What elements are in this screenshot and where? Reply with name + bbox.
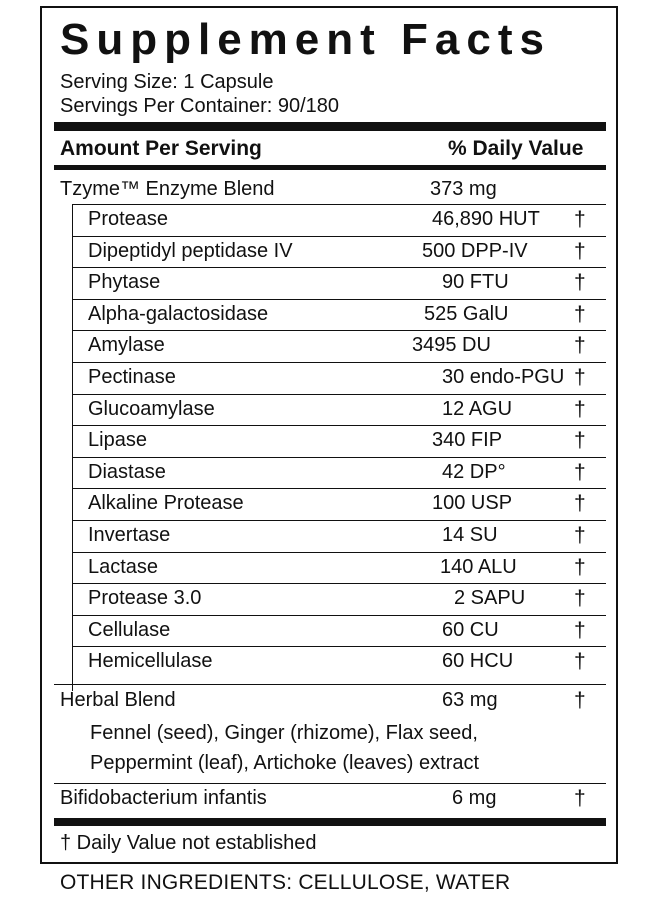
enzyme-amount: 12 AGU xyxy=(442,397,513,420)
enzyme-name: Protease 3.0 xyxy=(88,587,202,610)
footnote: † Daily Value not established xyxy=(60,832,317,854)
enzyme-row xyxy=(42,362,616,393)
enzyme-row xyxy=(42,457,616,488)
bifido-dv: † xyxy=(574,787,586,810)
enzyme-dv: † xyxy=(574,650,586,674)
bifido-amount: 6 mg xyxy=(452,787,497,809)
enzyme-dv: † xyxy=(574,555,586,579)
enzyme-amount: 140 ALU xyxy=(440,555,517,578)
enzyme-name: Protease xyxy=(88,208,169,230)
enzyme-amount: 500 DPP-IV xyxy=(422,239,528,262)
herbal-ingredients-line-1: Fennel (seed), Ginger (rhizome), Flax seed, xyxy=(90,722,478,744)
enzyme-amount: 60 HCU xyxy=(442,650,514,673)
herbal-name: Herbal Blend xyxy=(60,689,176,711)
enzyme-row xyxy=(42,204,616,235)
enzyme-row xyxy=(42,552,616,583)
enzyme-name: Lipase xyxy=(88,429,147,452)
herbal-row xyxy=(42,685,616,716)
enzyme-name: Alkaline Protease xyxy=(88,492,244,515)
supplement-facts-panel xyxy=(40,6,618,864)
servings-per-container: Servings Per Container: 90/180 xyxy=(60,95,340,117)
enzyme-name: Glucoamylase xyxy=(88,397,215,420)
serving-size: Serving Size: 1 Capsule xyxy=(60,71,274,93)
enzyme-dv: † xyxy=(574,460,586,484)
enzyme-row xyxy=(42,394,616,425)
enzyme-name: Phytase xyxy=(88,271,161,294)
thick-divider-header xyxy=(54,165,606,170)
enzyme-name: Amylase xyxy=(88,334,165,357)
blend-row xyxy=(42,174,616,205)
enzyme-amount: 60 CU xyxy=(442,618,499,641)
enzyme-name: Alpha-galactosidase xyxy=(88,302,269,325)
herbal-dv: † xyxy=(574,689,586,712)
header-amount-per-serving: Amount Per Serving xyxy=(60,137,262,160)
enzyme-name: Diastase xyxy=(88,460,166,483)
panel-title: Supplement Facts xyxy=(60,15,551,64)
enzyme-amount: 30 endo-PGU xyxy=(442,366,565,388)
enzyme-row xyxy=(42,520,616,551)
enzyme-dv: † xyxy=(574,587,586,611)
enzyme-dv: † xyxy=(574,302,586,326)
thick-divider-bottom xyxy=(54,818,606,826)
enzyme-row xyxy=(42,615,616,646)
enzyme-amount: 340 FIP xyxy=(432,429,503,452)
enzyme-amount: 14 SU xyxy=(442,524,498,546)
enzyme-row xyxy=(42,488,616,519)
enzyme-amount: 42 DP° xyxy=(442,460,506,483)
enzyme-dv: † xyxy=(574,429,586,453)
enzyme-row xyxy=(42,299,616,330)
enzyme-amount: 525 GalU xyxy=(424,302,509,325)
enzyme-name: Dipeptidyl peptidase IV xyxy=(88,239,293,262)
enzyme-dv: † xyxy=(574,492,586,516)
enzyme-row xyxy=(42,425,616,456)
enzyme-row xyxy=(42,236,616,267)
enzyme-dv: † xyxy=(574,208,586,231)
enzyme-name: Hemicellulase xyxy=(88,650,213,673)
header-daily-value: % Daily Value xyxy=(448,137,584,160)
bifido-row xyxy=(42,783,616,814)
enzyme-name: Pectinase xyxy=(88,366,176,388)
enzyme-dv: † xyxy=(574,334,586,358)
other-ingredients: OTHER INGREDIENTS: CELLULOSE, WATER xyxy=(60,871,511,894)
enzyme-dv: † xyxy=(574,366,586,389)
enzyme-amount: 90 FTU xyxy=(442,271,509,294)
enzyme-row xyxy=(42,330,616,361)
enzyme-amount: 3495 DU xyxy=(412,334,491,357)
enzyme-row xyxy=(42,267,616,298)
herbal-ingredients-line-2: Peppermint (leaf), Artichoke (leaves) extract xyxy=(90,752,480,774)
enzyme-name: Lactase xyxy=(88,555,159,578)
enzyme-dv: † xyxy=(574,618,586,642)
blend-name: Tzyme™ Enzyme Blend xyxy=(60,178,275,200)
enzyme-row xyxy=(42,583,616,614)
enzyme-amount: 2 SAPU xyxy=(454,587,526,610)
enzyme-row xyxy=(42,646,616,677)
enzyme-name: Cellulase xyxy=(88,618,171,641)
herbal-amount: 63 mg xyxy=(442,689,498,711)
blend-amount: 373 mg xyxy=(430,178,497,200)
enzyme-amount: 46,890 HUT xyxy=(432,208,540,230)
bifido-name: Bifidobacterium infantis xyxy=(60,787,267,809)
enzyme-amount: 100 USP xyxy=(432,492,513,515)
enzyme-name: Invertase xyxy=(88,524,171,546)
enzyme-dv: † xyxy=(574,271,586,295)
enzyme-dv: † xyxy=(574,239,586,263)
enzyme-dv: † xyxy=(574,397,586,421)
thick-divider-top xyxy=(54,122,606,131)
enzyme-dv: † xyxy=(574,524,586,547)
